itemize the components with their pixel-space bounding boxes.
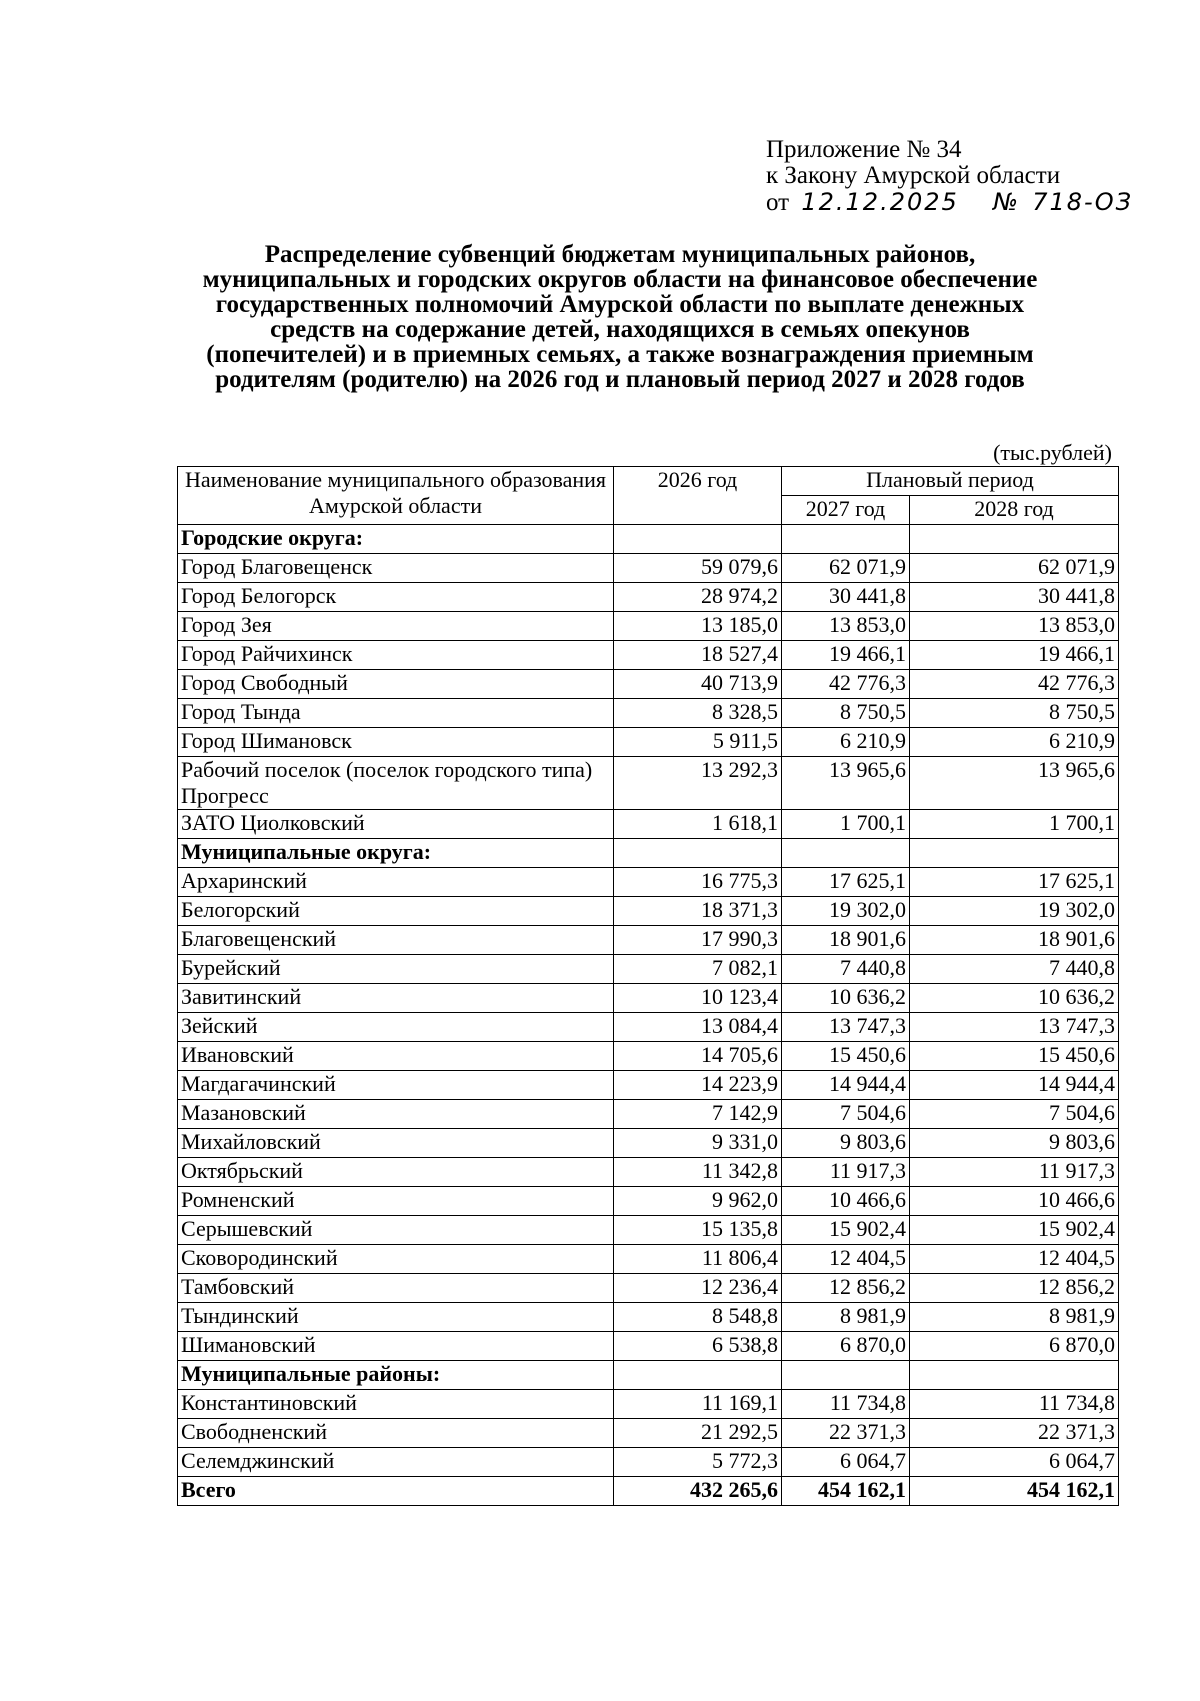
- value-2028: 15 902,4: [910, 1216, 1119, 1245]
- table-row: [178, 554, 1119, 583]
- municipality-name: Серышевский: [178, 1216, 614, 1245]
- value-2027: 15 450,6: [782, 1042, 910, 1071]
- municipality-name: Благовещенский: [178, 926, 614, 955]
- municipality-name: Город Зея: [178, 612, 614, 641]
- value-2028: 9 803,6: [910, 1129, 1119, 1158]
- municipality-name: Город Райчихинск: [178, 641, 614, 670]
- value-2028: 22 371,3: [910, 1419, 1119, 1448]
- municipality-name: Октябрьский: [178, 1158, 614, 1187]
- value-2027: 7 504,6: [782, 1100, 910, 1129]
- municipality-name: Тамбовский: [178, 1274, 614, 1303]
- value-2026: 8 548,8: [614, 1303, 782, 1332]
- value-2028: 62 071,9: [910, 554, 1119, 583]
- table-row: [178, 1013, 1119, 1042]
- value-2028: 19 466,1: [910, 641, 1119, 670]
- section-row: [178, 1361, 1119, 1390]
- value-2026: 5 772,3: [614, 1448, 782, 1477]
- value-2026: 16 775,3: [614, 868, 782, 897]
- municipality-name: ЗАТО Циолковский: [178, 810, 614, 839]
- empty-cell: [910, 1361, 1119, 1390]
- header-2027: 2027 год: [782, 496, 910, 525]
- value-2026: 1 618,1: [614, 810, 782, 839]
- value-2028: 19 302,0: [910, 897, 1119, 926]
- handwritten-date: 12.12.2025: [801, 188, 959, 216]
- municipality-name: Город Тында: [178, 699, 614, 728]
- value-2027: 9 803,6: [782, 1129, 910, 1158]
- value-2026: 14 223,9: [614, 1071, 782, 1100]
- table-row: [178, 868, 1119, 897]
- value-2028: 6 870,0: [910, 1332, 1119, 1361]
- table-row: [178, 1158, 1119, 1187]
- value-2026: 13 084,4: [614, 1013, 782, 1042]
- value-2028: 11 917,3: [910, 1158, 1119, 1187]
- value-2028: 6 064,7: [910, 1448, 1119, 1477]
- value-2028: 15 450,6: [910, 1042, 1119, 1071]
- header-2028: 2028 год: [910, 496, 1119, 525]
- value-2028: 8 750,5: [910, 699, 1119, 728]
- header-2026: 2026 год: [614, 467, 782, 525]
- section-title: Муниципальные округа:: [178, 839, 614, 868]
- value-2026: 13 185,0: [614, 612, 782, 641]
- table-row: [178, 810, 1119, 839]
- municipality-name: Тындинский: [178, 1303, 614, 1332]
- value-2026: 6 538,8: [614, 1332, 782, 1361]
- table-row: [178, 699, 1119, 728]
- value-2027: 6 870,0: [782, 1332, 910, 1361]
- municipality-name: Бурейский: [178, 955, 614, 984]
- value-2026: 5 911,5: [614, 728, 782, 757]
- empty-cell: [782, 525, 910, 554]
- value-2026: 11 342,8: [614, 1158, 782, 1187]
- table-row: [178, 757, 1119, 810]
- value-2027: 12 404,5: [782, 1245, 910, 1274]
- value-2026: 12 236,4: [614, 1274, 782, 1303]
- value-2027: 15 902,4: [782, 1216, 910, 1245]
- document-title: Распределение субвенций бюджетам муниципальных районов, муниципальных и городских округов области на финансовое обеспечение государственных полномочий Амурской области по выплате денежных средств на содержание детей, находящихся в семьях опекунов (попечителей) и в приемных семьях, а также вознаграждения приемным родителям (родителю) на 2026 год и плановый период 2027 и 2028 годов: [202, 241, 1038, 393]
- appendix-number: Приложение № 34: [766, 136, 962, 163]
- table-row: [178, 1245, 1119, 1274]
- value-2027: 10 636,2: [782, 984, 910, 1013]
- value-2027: 6 210,9: [782, 728, 910, 757]
- table-row: [178, 926, 1119, 955]
- value-2027: 14 944,4: [782, 1071, 910, 1100]
- empty-cell: [614, 839, 782, 868]
- table-row: [178, 1042, 1119, 1071]
- value-2026: 10 123,4: [614, 984, 782, 1013]
- value-2027: 6 064,7: [782, 1448, 910, 1477]
- value-2026: 9 331,0: [614, 1129, 782, 1158]
- value-2026: 13 292,3: [614, 757, 782, 810]
- total-2026: 432 265,6: [614, 1477, 782, 1506]
- value-2027: 30 441,8: [782, 583, 910, 612]
- total-label: Всего: [178, 1477, 614, 1506]
- value-2028: 30 441,8: [910, 583, 1119, 612]
- value-2026: 11 169,1: [614, 1390, 782, 1419]
- section-title: Муниципальные районы:: [178, 1361, 614, 1390]
- empty-cell: [782, 1361, 910, 1390]
- table-row: [178, 1332, 1119, 1361]
- value-2027: 10 466,6: [782, 1187, 910, 1216]
- value-2028: 7 504,6: [910, 1100, 1119, 1129]
- municipality-name: Город Благовещенск: [178, 554, 614, 583]
- value-2027: 8 981,9: [782, 1303, 910, 1332]
- appendix-date-prefix: от: [766, 189, 790, 216]
- table-row: [178, 1274, 1119, 1303]
- table-row: [178, 670, 1119, 699]
- value-2027: 18 901,6: [782, 926, 910, 955]
- value-2028: 10 466,6: [910, 1187, 1119, 1216]
- appendix-law: к Закону Амурской области: [766, 162, 1061, 189]
- municipality-name: Город Белогорск: [178, 583, 614, 612]
- empty-cell: [910, 525, 1119, 554]
- table-row: [178, 984, 1119, 1013]
- municipality-name: Ромненский: [178, 1187, 614, 1216]
- municipality-name: Мазановский: [178, 1100, 614, 1129]
- table-row: [178, 1419, 1119, 1448]
- value-2028: 1 700,1: [910, 810, 1119, 839]
- municipality-name: Константиновский: [178, 1390, 614, 1419]
- empty-cell: [614, 1361, 782, 1390]
- table-row: [178, 1216, 1119, 1245]
- value-2027: 8 750,5: [782, 699, 910, 728]
- value-2028: 14 944,4: [910, 1071, 1119, 1100]
- value-2027: 1 700,1: [782, 810, 910, 839]
- value-2026: 21 292,5: [614, 1419, 782, 1448]
- municipality-name: Архаринский: [178, 868, 614, 897]
- value-2026: 15 135,8: [614, 1216, 782, 1245]
- value-2028: 13 853,0: [910, 612, 1119, 641]
- value-2027: 42 776,3: [782, 670, 910, 699]
- municipality-name: Свободненский: [178, 1419, 614, 1448]
- value-2026: 8 328,5: [614, 699, 782, 728]
- value-2028: 13 747,3: [910, 1013, 1119, 1042]
- table-row: [178, 1100, 1119, 1129]
- value-2026: 11 806,4: [614, 1245, 782, 1274]
- header-planned-period: Плановый период: [782, 467, 1119, 496]
- municipality-name: Город Шимановск: [178, 728, 614, 757]
- value-2027: 13 965,6: [782, 757, 910, 810]
- appendix-date-line: [766, 189, 1133, 216]
- municipality-name: Шимановский: [178, 1332, 614, 1361]
- total-row: [178, 1477, 1119, 1506]
- header-name: Наименование муниципального образования Амурской области: [178, 467, 614, 525]
- section-title: Городские округа:: [178, 525, 614, 554]
- value-2026: 14 705,6: [614, 1042, 782, 1071]
- appendix-block: [766, 137, 1133, 216]
- table-row: [178, 1390, 1119, 1419]
- total-2028: 454 162,1: [910, 1477, 1119, 1506]
- value-2028: 18 901,6: [910, 926, 1119, 955]
- value-2026: 7 082,1: [614, 955, 782, 984]
- value-2026: 9 962,0: [614, 1187, 782, 1216]
- value-2028: 17 625,1: [910, 868, 1119, 897]
- table-row: [178, 641, 1119, 670]
- value-2026: 40 713,9: [614, 670, 782, 699]
- handwritten-law-number: 718-ОЗ: [1032, 188, 1133, 216]
- value-2027: 13 853,0: [782, 612, 910, 641]
- value-2026: 28 974,2: [614, 583, 782, 612]
- value-2027: 22 371,3: [782, 1419, 910, 1448]
- municipality-name: Город Свободный: [178, 670, 614, 699]
- table-row: [178, 1071, 1119, 1100]
- table-row: [178, 955, 1119, 984]
- subsidy-table: [177, 466, 1119, 1506]
- value-2027: 12 856,2: [782, 1274, 910, 1303]
- municipality-name: Ивановский: [178, 1042, 614, 1071]
- table-row: [178, 1129, 1119, 1158]
- municipality-name: Рабочий поселок (поселок городского типа) Прогресс: [178, 757, 614, 810]
- value-2027: 19 466,1: [782, 641, 910, 670]
- municipality-name: Зейский: [178, 1013, 614, 1042]
- value-2028: 42 776,3: [910, 670, 1119, 699]
- table-row: [178, 583, 1119, 612]
- value-2028: 7 440,8: [910, 955, 1119, 984]
- empty-cell: [910, 839, 1119, 868]
- table-row: [178, 897, 1119, 926]
- value-2027: 62 071,9: [782, 554, 910, 583]
- table-row: [178, 612, 1119, 641]
- value-2028: 12 404,5: [910, 1245, 1119, 1274]
- value-2027: 7 440,8: [782, 955, 910, 984]
- table-body: [178, 525, 1119, 1506]
- total-2027: 454 162,1: [782, 1477, 910, 1506]
- municipality-name: Магдагачинский: [178, 1071, 614, 1100]
- table-row: [178, 728, 1119, 757]
- table-row: [178, 1448, 1119, 1477]
- value-2028: 6 210,9: [910, 728, 1119, 757]
- value-2026: 18 527,4: [614, 641, 782, 670]
- value-2026: 59 079,6: [614, 554, 782, 583]
- value-2028: 8 981,9: [910, 1303, 1119, 1332]
- value-2026: 18 371,3: [614, 897, 782, 926]
- municipality-name: Белогорский: [178, 897, 614, 926]
- value-2028: 10 636,2: [910, 984, 1119, 1013]
- units-label: (тыс.рублей): [993, 440, 1112, 465]
- value-2028: 13 965,6: [910, 757, 1119, 810]
- handwritten-number-sign: №: [993, 188, 1020, 216]
- value-2027: 11 917,3: [782, 1158, 910, 1187]
- empty-cell: [614, 525, 782, 554]
- value-2026: 7 142,9: [614, 1100, 782, 1129]
- section-row: [178, 525, 1119, 554]
- value-2027: 17 625,1: [782, 868, 910, 897]
- value-2028: 12 856,2: [910, 1274, 1119, 1303]
- section-row: [178, 839, 1119, 868]
- value-2026: 17 990,3: [614, 926, 782, 955]
- municipality-name: Завитинский: [178, 984, 614, 1013]
- municipality-name: Селемджинский: [178, 1448, 614, 1477]
- value-2027: 19 302,0: [782, 897, 910, 926]
- value-2027: 11 734,8: [782, 1390, 910, 1419]
- empty-cell: [782, 839, 910, 868]
- table-row: [178, 1187, 1119, 1216]
- municipality-name: Михайловский: [178, 1129, 614, 1158]
- value-2027: 13 747,3: [782, 1013, 910, 1042]
- municipality-name: Сковородинский: [178, 1245, 614, 1274]
- table-row: [178, 1303, 1119, 1332]
- value-2028: 11 734,8: [910, 1390, 1119, 1419]
